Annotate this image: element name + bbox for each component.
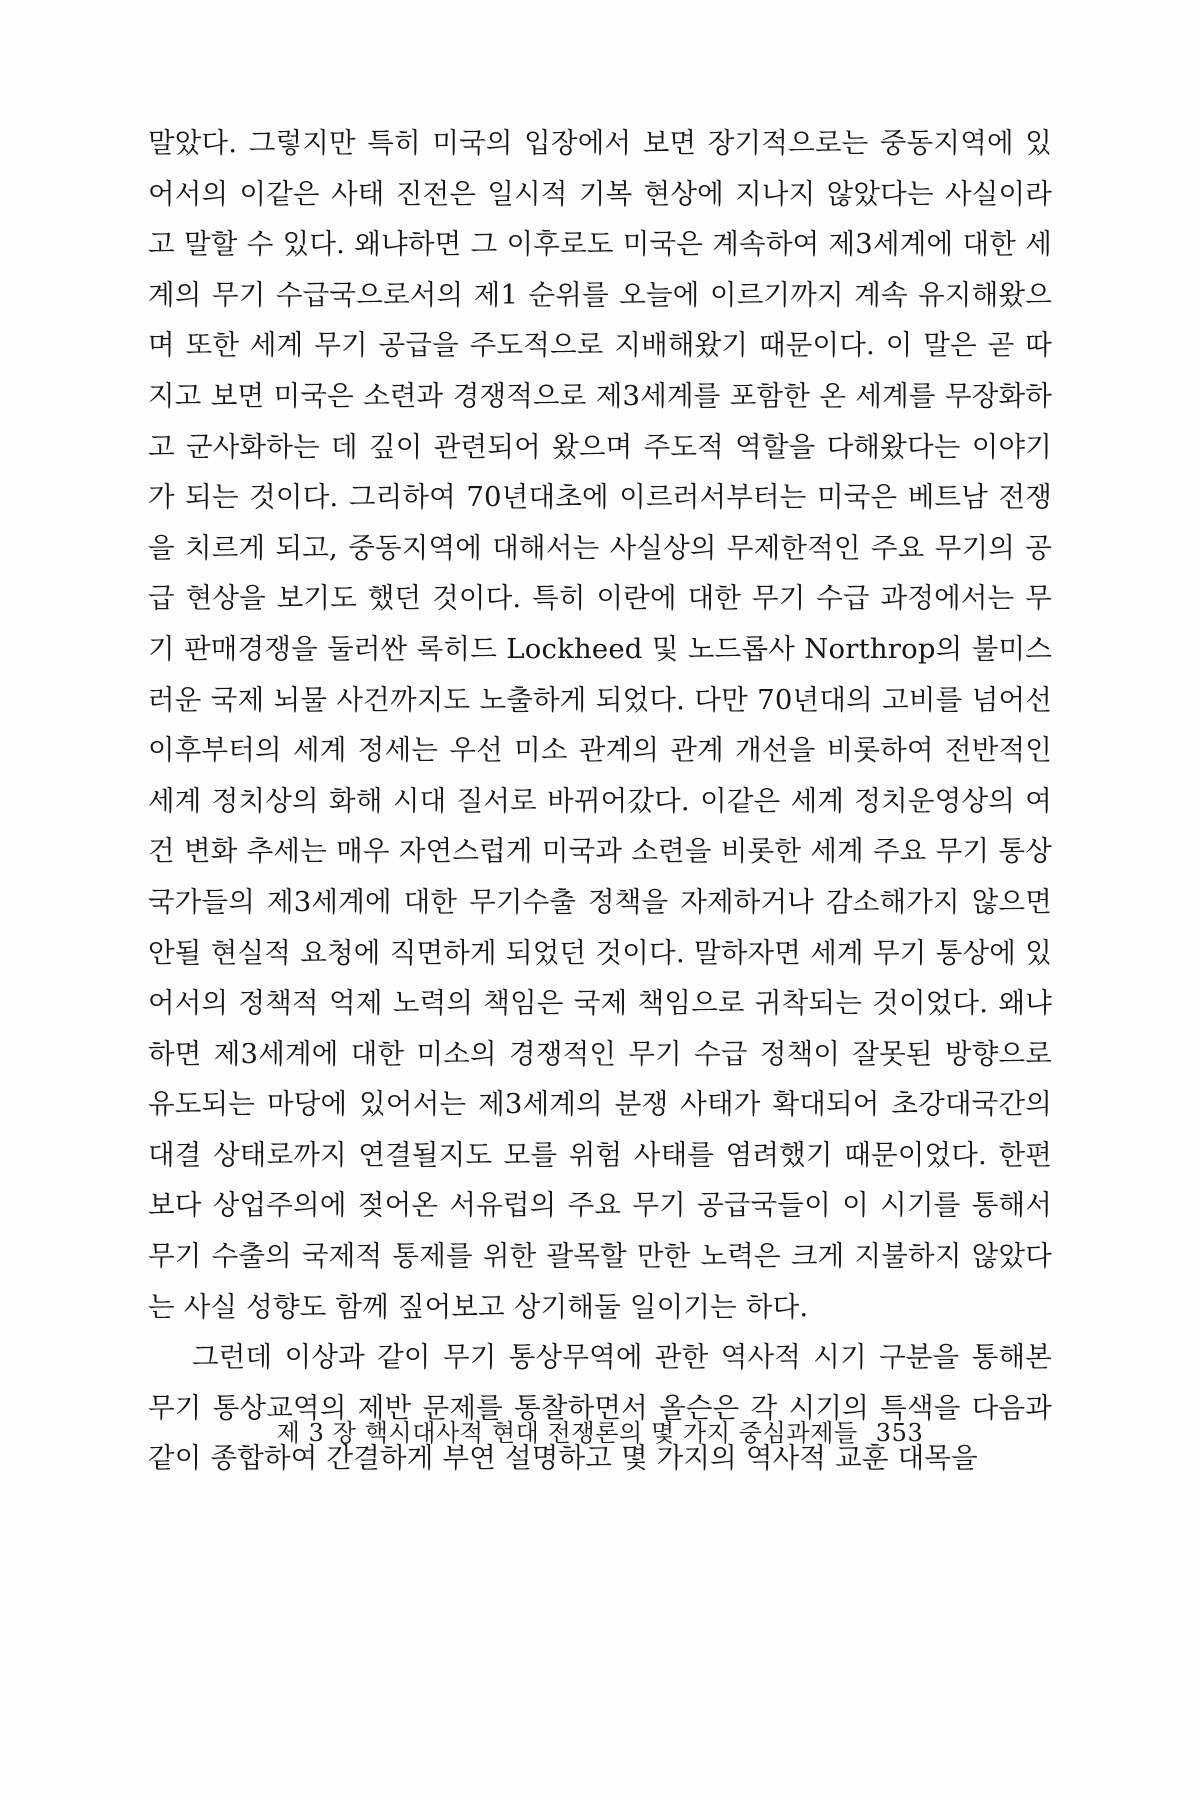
footer-chapter-title: 제 3 장 핵시대사적 현대 전쟁론의 몇 가지 중심과제들 [276, 1419, 858, 1447]
paragraph: 그런데 이상과 같이 무기 통상무역에 관한 역사적 시기 구분을 통해본 무기 통상교역의 제반 문제를 통찰하면서 올슨은 각 시기의 특색을 다음과 같이 종합하여 간결하게 부연 설명하고 몇 가지의 역사적 교훈 대목을 [148, 1341, 1052, 1475]
page-number: 353 [875, 1419, 924, 1447]
page-body [148, 118, 1052, 1484]
page-footer [0, 1413, 1200, 1448]
paragraph: 말았다. 그렇지만 특히 미국의 입장에서 보면 장기적으로는 중동지역에 있어서의 이같은 사태 진전은 일시적 기복 현상에 지나지 않았다는 사실이라고 말할 수 있다. 왜냐하면 그 이후로도 미국은 계속하여 제3세계에 대한 세계의 무기 수급국으로서의 제1 순위를 오늘에 이르기까지 계속 유지해왔으며 또한 세계 무기 공급을 주도적으로 지배해왔기 때문이다. 이 말은 곧 따지고 보면 미국은 소련과 경쟁적으로 제3세계를 포함한 온 세계를 무장화하고 군사화하는 데 깊이 관련되어 왔으며 주도적 역할을 다해왔다는 이야기가 되는 것이다. 그리하여 70년대초에 이르러서부터는 미국은 베트남 전쟁을 치르게 되고, 중동지역에 대해서는 사실상의 무제한적인 주요 무기의 공급 현상을 보기도 했던 것이다. 특히 이란에 대한 무기 수급 과정에서는 무기 판매경쟁을 둘러싼 록히드 Lockheed 및 노드롭사 Northrop의 불미스러운 국제 뇌물 사건까지도 노출하게 되었다. 다만 70년대의 고비를 넘어선 이후부터의 세계 정세는 우선 미소 관계의 관계 개선을 비롯하여 전반적인 세계 정치상의 화해 시대 질서로 바뀌어갔다. 이같은 세계 정치운영상의 여건 변화 추세는 매우 자연스럽게 미국과 소련을 비롯한 세계 주요 무기 통상 국가들의 제3세계에 대한 무기수출 정책을 자제하거나 감소해가지 않으면 안될 현실적 요청에 직면하게 되었던 것이다. 말하자면 세계 무기 통상에 있어서의 정책적 억제 노력의 책임은 국제 책임으로 귀착되는 것이었다. 왜냐하면 제3세계에 대한 미소의 경쟁적인 무기 수급 정책이 잘못된 방향으로 유도되는 마당에 있어서는 제3세계의 분쟁 사태가 확대되어 초강대국간의 대결 상태로까지 연결될지도 모를 위험 사태를 염려했기 때문이었다. 한편 보다 상업주의에 젖어온 서유럽의 주요 무기 공급국들이 이 시기를 통해서 무기 수출의 국제적 통제를 위한 괄목할 만한 노력은 크게 지불하지 않았다는 사실 성향도 함께 짚어보고 상기해둘 일이기는 하다. [148, 127, 1052, 1323]
